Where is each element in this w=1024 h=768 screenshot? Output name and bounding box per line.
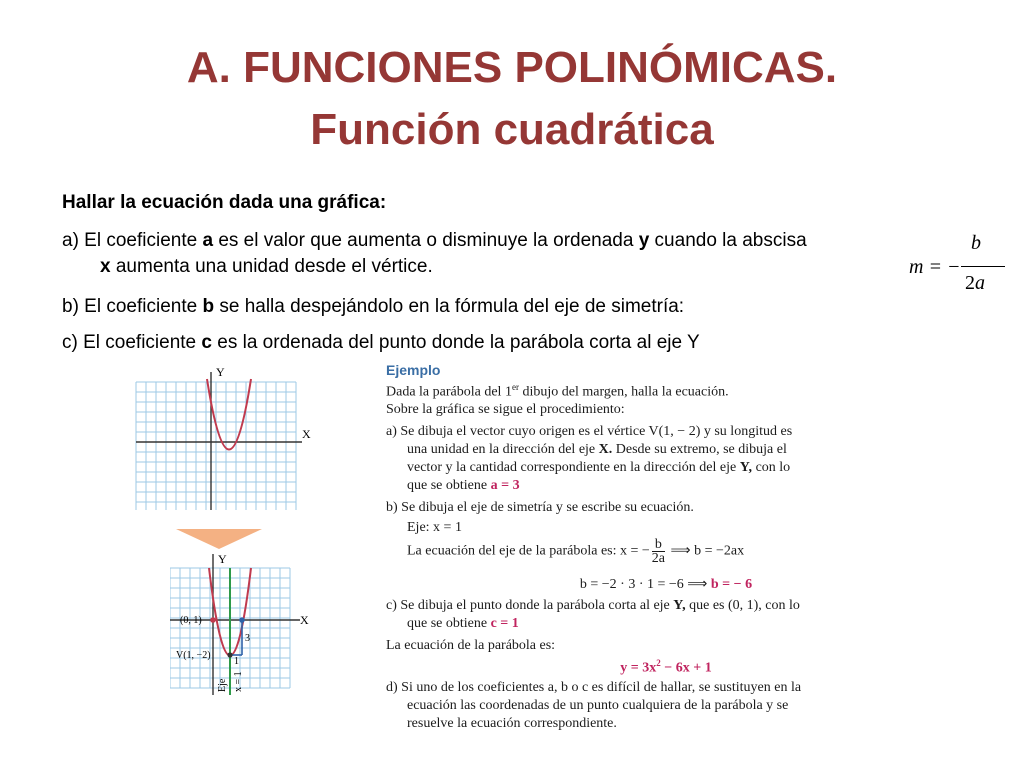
text: una unidad en la dirección del eje (407, 442, 599, 457)
example-line: ecuación las coordenadas de un punto cualquiera de la parábola y se (407, 698, 789, 713)
formula-numerator: b (971, 232, 981, 254)
text: − 6x + 1 (660, 660, 712, 676)
example-line: La ecuación de la parábola es: (386, 638, 556, 653)
parabola-graph-1 (126, 362, 326, 512)
result-a: a = 3 (490, 478, 520, 493)
example-line: Eje: x = 1 (407, 520, 462, 535)
vertex-label: V(1, −2) (176, 650, 211, 661)
example-line (386, 598, 800, 614)
example-line (386, 442, 787, 458)
result-c: c = 1 (490, 616, 519, 631)
text: c) Se dibuja el punto donde la parábola corta al eje (386, 598, 674, 613)
text: es el valor que aumenta o disminuye la ordenada (213, 230, 639, 251)
example-line: a) Se dibuja el vector cuyo origen es el vértice V(1, − 2) y su longitud es (386, 424, 793, 439)
parabola-curve (207, 379, 251, 450)
text: a) El coeficiente (62, 230, 203, 251)
text: La ecuación del eje de la parábola es: x = − (407, 543, 650, 559)
y-axis-label: Y (218, 552, 227, 566)
example-line: d) Si uno de los coeficientes a, b o c es difícil de hallar, se sustituyen en la (386, 680, 802, 695)
example-line (386, 460, 790, 476)
x-axis-label: X (302, 427, 311, 441)
text: X. (598, 442, 613, 457)
paragraph-a-continuation (62, 254, 962, 280)
final-equation (386, 658, 946, 677)
point-label: (0, 1) (180, 615, 202, 626)
axis-equation-label: x = 1 (233, 671, 244, 692)
vertex-point (227, 652, 232, 657)
slide-title-line1: A. FUNCIONES POLINÓMICAS. (186, 43, 838, 92)
text: cuando la abscisa (649, 230, 807, 251)
symmetry-formula (905, 232, 1015, 302)
paragraph-c (62, 330, 962, 356)
keyword-x: x (100, 256, 111, 277)
point-0-1 (210, 617, 216, 623)
example-line (386, 478, 520, 494)
text: Y, (739, 460, 753, 475)
point-2-1 (239, 617, 245, 623)
text: y = 3x (620, 660, 657, 676)
down-arrow-icon (174, 527, 264, 551)
example-line: b) Se dibuja el eje de simetría y se escribe su ecuación. (386, 500, 694, 515)
keyword-y: y (638, 230, 650, 251)
fraction (652, 538, 665, 565)
example-line (386, 382, 729, 401)
grid (136, 382, 296, 510)
numerator: b (652, 538, 665, 552)
formula-denominator (965, 272, 985, 295)
den-variable: a (975, 272, 985, 294)
fraction-bar (961, 266, 1005, 267)
den-number: 2 (965, 272, 975, 294)
y-axis-label: Y (216, 365, 225, 379)
superscript: er (511, 382, 519, 392)
example-line: resuelve la ecuación correspondiente. (407, 716, 617, 731)
slide-title-line2: Función cuadrática (310, 105, 714, 154)
text: Desde su extremo, se dibuja el (612, 442, 787, 457)
keyword-b: b (202, 296, 215, 317)
text: que se obtiene (407, 616, 491, 631)
example-title: Ejemplo (386, 362, 441, 378)
text: vector y la cantidad correspondiente en la dirección del eje (407, 460, 740, 475)
text: b = −2 · 3 · 1 = −6 ⟹ (579, 577, 711, 592)
x-axis-label: X (300, 613, 309, 627)
paragraph-b (62, 294, 962, 320)
example-line (386, 576, 946, 593)
example-line (386, 538, 744, 565)
text: b) El coeficiente (62, 296, 203, 317)
result-b: b = − 6 (710, 577, 753, 592)
formula-lhs: m = − (909, 256, 961, 278)
dx-label: 1 (234, 656, 239, 667)
text: c) El coeficiente (62, 332, 202, 353)
section-heading: Hallar la ecuación dada una gráfica: (62, 192, 387, 213)
dy-label: 3 (245, 633, 250, 644)
axis-name-label: Eje (217, 678, 228, 692)
text: que se obtiene (407, 478, 491, 493)
parabola-graph-2 (170, 550, 330, 700)
text: Dada la parábola del 1 (386, 384, 512, 400)
example-line: Sobre la gráfica se sigue el procedimiento: (386, 402, 625, 417)
text: aumenta una unidad desde el vértice. (110, 256, 433, 277)
text: con lo (752, 460, 791, 475)
text: que es (0, 1), con lo (685, 598, 800, 613)
paragraph-a (62, 228, 962, 280)
keyword-a: a (202, 230, 214, 251)
keyword-c: c (201, 332, 212, 353)
text: Y, (673, 598, 686, 613)
text: dibujo del margen, halla la ecuación. (518, 384, 729, 400)
text: se halla despejándolo en la fórmula del eje de simetría: (214, 296, 685, 317)
text: ⟹ b = −2ax (667, 543, 745, 559)
text: es la ordenada del punto donde la parábola corta al eje Y (211, 332, 700, 353)
denominator: 2a (651, 551, 666, 566)
example-line (386, 616, 519, 632)
superscript: 2 (656, 658, 661, 668)
